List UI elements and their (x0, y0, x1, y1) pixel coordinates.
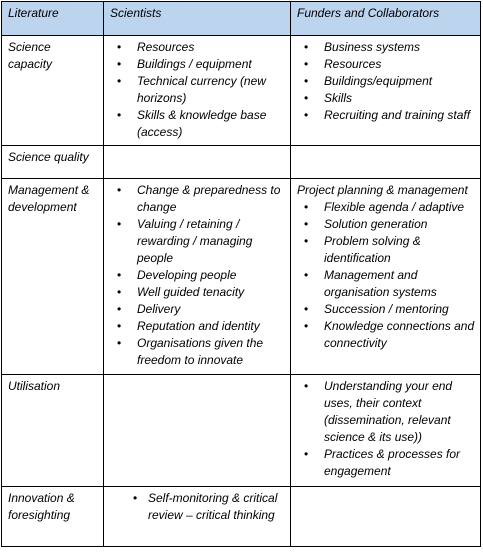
header-scientists: Scientists (104, 2, 291, 36)
funders-list (297, 39, 475, 124)
list-item: • Management and organisation systems (297, 267, 475, 301)
list-item: • Flexible agenda / adaptive (297, 199, 475, 216)
list-item: • Skills & knowledge base (access) (110, 107, 285, 141)
funders-intro: Project planning & management (297, 183, 468, 197)
scientists-list (110, 182, 285, 369)
header-row (2, 2, 481, 36)
list-item: • Resources (297, 56, 475, 73)
framework-table (1, 1, 481, 547)
literature-cell: Innovation & foresighting (2, 487, 104, 547)
scientists-cell (104, 146, 291, 179)
table-row (2, 487, 481, 547)
literature-cell: Utilisation (2, 375, 104, 487)
list-item: • Self-monitoring & critical review – critical thinking (110, 490, 285, 524)
list-item: • Skills (297, 90, 475, 107)
funders-cell (291, 36, 481, 146)
list-item: • Knowledge connections and connectivity (297, 318, 475, 352)
list-item: • Delivery (110, 301, 285, 318)
header-literature: Literature (2, 2, 104, 36)
literature-cell: Science capacity (2, 36, 104, 146)
table-row (2, 179, 481, 375)
scientists-cell (104, 375, 291, 487)
list-item: • Solution generation (297, 216, 475, 233)
funders-cell (291, 179, 481, 375)
list-item: • Recruiting and training staff (297, 107, 475, 124)
list-item: • Buildings/equipment (297, 73, 475, 90)
funders-list (297, 199, 475, 352)
list-item: • Reputation and identity (110, 318, 285, 335)
header-funders: Funders and Collaborators (291, 2, 481, 36)
table-row (2, 146, 481, 179)
list-item: • Change & preparedness to change (110, 182, 285, 216)
scientists-list (110, 490, 285, 524)
funders-list (297, 378, 475, 480)
literature-cell: Management & development (2, 179, 104, 375)
funders-cell (291, 146, 481, 179)
list-item: • Practices & processes for engagement (297, 446, 475, 480)
scientists-cell (104, 487, 291, 547)
literature-cell: Science quality (2, 146, 104, 179)
scientists-list (110, 39, 285, 141)
list-item: • Developing people (110, 267, 285, 284)
list-item: • Understanding your end uses, their context (dissemination, relevant science & its use)) (297, 378, 475, 446)
list-item: • Business systems (297, 39, 475, 56)
list-item: • Valuing / retaining / rewarding / managing people (110, 216, 285, 267)
scientists-cell (104, 36, 291, 146)
table-row (2, 36, 481, 146)
table-row (2, 375, 481, 487)
funders-cell (291, 375, 481, 487)
list-item: • Well guided tenacity (110, 284, 285, 301)
funders-cell (291, 487, 481, 547)
scientists-cell (104, 179, 291, 375)
list-item: • Succession / mentoring (297, 301, 475, 318)
list-item: • Buildings / equipment (110, 56, 285, 73)
list-item: • Technical currency (new horizons) (110, 73, 285, 107)
list-item: • Problem solving & identification (297, 233, 475, 267)
list-item: • Organisations given the freedom to innovate (110, 335, 285, 369)
list-item: • Resources (110, 39, 285, 56)
